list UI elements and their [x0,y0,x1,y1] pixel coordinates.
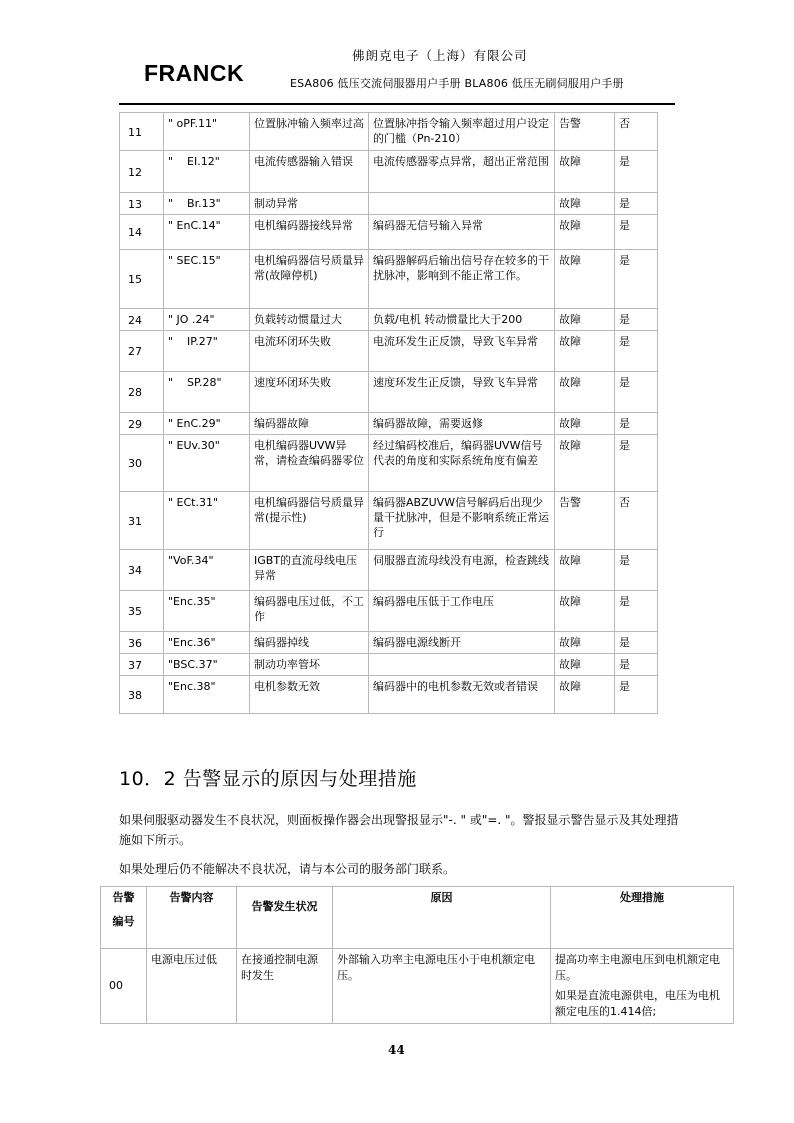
table-row [120,372,658,413]
alarm-name: 电机编码器信号质量异常(提示性) [250,492,369,550]
alarm-name: 编码器掉线 [250,632,369,654]
contact-service-paragraph: 如果处理后仍不能解决不良状况，请与本公司的服务部门联系。 [119,862,456,876]
alarm-description: 编码器故障，需要返修 [369,413,555,435]
table-row [120,309,658,331]
alarm-code: " EUv.30" [164,435,250,492]
alarm-number: 37 [120,654,164,676]
alarm-type: 故障 [555,591,615,632]
alarm-flag: 是 [615,435,658,492]
alarm-code: " ECt.31" [164,492,250,550]
alarm-name: 电机编码器UVW异常，请检查编码器零位 [250,435,369,492]
alarm-type: 故障 [555,372,615,413]
alarm-type: 故障 [555,309,615,331]
alarm-number: 35 [120,591,164,632]
alarm-flag: 是 [615,151,658,193]
table-row [120,193,658,215]
alarm-code: "BSC.37" [164,654,250,676]
table-row [120,113,658,151]
alarm-code: "VoF.34" [164,550,250,591]
alarm-description: 编码器解码后输出信号存在较多的干扰脉冲，影响到不能正常工作。 [369,250,555,309]
alarm-number: 30 [120,435,164,492]
header-situation: 告警发生状况 [237,887,333,949]
alarm-code: " EI.12" [164,151,250,193]
alarm-type: 告警 [555,492,615,550]
alarm-flag: 是 [615,309,658,331]
alarm-flag: 是 [615,372,658,413]
alarm-name: 编码器电压过低，不工作 [250,591,369,632]
alarm-type: 故障 [555,151,615,193]
alarm-code: " EnC.14" [164,215,250,250]
alarm-name: 电机参数无效 [250,676,369,714]
header-cause: 原因 [333,887,551,949]
alarm-description: 编码器中的电机参数无效或者错误 [369,676,555,714]
alarm-number: 11 [120,113,164,151]
alarm-code: " JO .24" [164,309,250,331]
table-row [120,151,658,193]
table-row [120,550,658,591]
page-number: 44 [388,1043,405,1057]
alarm-name: 位置脉冲输入频率过高 [250,113,369,151]
alarm-name: 负载转动惯量过大 [250,309,369,331]
alarm-number: 29 [120,413,164,435]
alarm-flag: 是 [615,215,658,250]
alarm-flag: 是 [615,654,658,676]
alarm-number: 14 [120,215,164,250]
alarm-flag: 否 [615,113,658,151]
alarm-type: 故障 [555,632,615,654]
table-row [120,676,658,714]
alarm-code: " oPF.11" [164,113,250,151]
alarm-description: 编码器ABZUVW信号解码后出现少量干扰脉冲，但是不影响系统正常运行 [369,492,555,550]
alarm-code: "Enc.36" [164,632,250,654]
alarm-name: 电机编码器接线异常 [250,215,369,250]
alarm-flag: 是 [615,250,658,309]
alarm-description: 电流环发生正反馈，导致飞车异常 [369,331,555,372]
alarm-name: IGBT的直流母线电压异常 [250,550,369,591]
header-content: 告警内容 [147,887,237,949]
alarm-number: 34 [120,550,164,591]
table-row [120,413,658,435]
alarm-type: 故障 [555,413,615,435]
table-row [120,654,658,676]
header-code: 告警 编号 [101,887,147,949]
warning-cause: 外部输入功率主电源电压小于电机额定电压。 [333,949,551,1024]
table-row [120,492,658,550]
alarm-name: 电流传感器输入错误 [250,151,369,193]
alarm-type: 告警 [555,113,615,151]
alarm-number: 38 [120,676,164,714]
alarm-code: " SP.28" [164,372,250,413]
alarm-number: 31 [120,492,164,550]
franck-logo: FRANCK [144,60,245,86]
alarm-name: 编码器故障 [250,413,369,435]
alarm-code-table [119,112,658,714]
header-divider [119,103,675,105]
alarm-name: 速度环闭环失败 [250,372,369,413]
alarm-code: " EnC.29" [164,413,250,435]
alarm-description: 位置脉冲指令输入频率超过用户设定的门槛（Pn-210） [369,113,555,151]
alarm-type: 故障 [555,676,615,714]
alarm-flag: 是 [615,632,658,654]
alarm-flag: 否 [615,492,658,550]
alarm-type: 故障 [555,654,615,676]
company-name: 佛朗克电子（上海）有限公司 [352,48,528,63]
section-title: 10．2 告警显示的原因与处理措施 [119,768,417,790]
alarm-type: 故障 [555,550,615,591]
alarm-number: 28 [120,372,164,413]
alarm-number: 12 [120,151,164,193]
alarm-description: 负载/电机 转动惯量比大于200 [369,309,555,331]
alarm-flag: 是 [615,591,658,632]
warning-situation: 在接通控制电源时发生 [237,949,333,1024]
alarm-type: 故障 [555,250,615,309]
table-row [120,435,658,492]
alarm-name: 制动功率管坏 [250,654,369,676]
alarm-code: " IP.27" [164,331,250,372]
alarm-name: 电机编码器信号质量异常(故障停机) [250,250,369,309]
alarm-description: 编码器电源线断开 [369,632,555,654]
alarm-description: 编码器无信号输入异常 [369,215,555,250]
alarm-description: 电流传感器零点异常，超出正常范围 [369,151,555,193]
table-row [120,632,658,654]
alarm-number: 36 [120,632,164,654]
alarm-description: 伺服器直流母线没有电源，检查跳线 [369,550,555,591]
alarm-type: 故障 [555,331,615,372]
alarm-code: "Enc.35" [164,591,250,632]
alarm-flag: 是 [615,550,658,591]
table-row [120,215,658,250]
manual-subtitle: ESA806 低压交流伺服器用户手册 BLA806 低压无刷伺服用户手册 [290,77,624,90]
alarm-flag: 是 [615,193,658,215]
alarm-type: 故障 [555,435,615,492]
alarm-number: 13 [120,193,164,215]
warning-measure: 提高功率主电源电压到电机额定电压。 如果是直流电源供电，电压为电机额定电压的1.414倍; [551,949,734,1024]
alarm-code: " SEC.15" [164,250,250,309]
warning-cause-table [100,886,734,1024]
table-row [120,331,658,372]
warning-table-header [101,887,734,949]
warning-content: 电源电压过低 [147,949,237,1024]
alarm-type: 故障 [555,215,615,250]
alarm-flag: 是 [615,413,658,435]
alarm-flag: 是 [615,331,658,372]
alarm-name: 电流环闭环失败 [250,331,369,372]
alarm-code: " Br.13" [164,193,250,215]
alarm-intro-paragraph: 如果伺服驱动器发生不良状况，则面板操作器会出现警报显示"-. " 或"=. "。警报显示警告显示及其处理措施如下所示。 [119,813,679,847]
alarm-description [369,193,555,215]
alarm-description: 经过编码校准后，编码器UVW信号代表的角度和实际系统角度有偏差 [369,435,555,492]
alarm-description: 速度环发生正反馈，导致飞车异常 [369,372,555,413]
alarm-number: 15 [120,250,164,309]
alarm-type: 故障 [555,193,615,215]
table-row [120,591,658,632]
header-measure: 处理措施 [551,887,734,949]
alarm-code: "Enc.38" [164,676,250,714]
alarm-name: 制动异常 [250,193,369,215]
table-row [120,250,658,309]
alarm-number: 24 [120,309,164,331]
alarm-description: 编码器电压低于工作电压 [369,591,555,632]
alarm-number: 27 [120,331,164,372]
warning-code: 00 [101,949,147,1024]
alarm-description [369,654,555,676]
table-row [101,949,734,1024]
alarm-flag: 是 [615,676,658,714]
